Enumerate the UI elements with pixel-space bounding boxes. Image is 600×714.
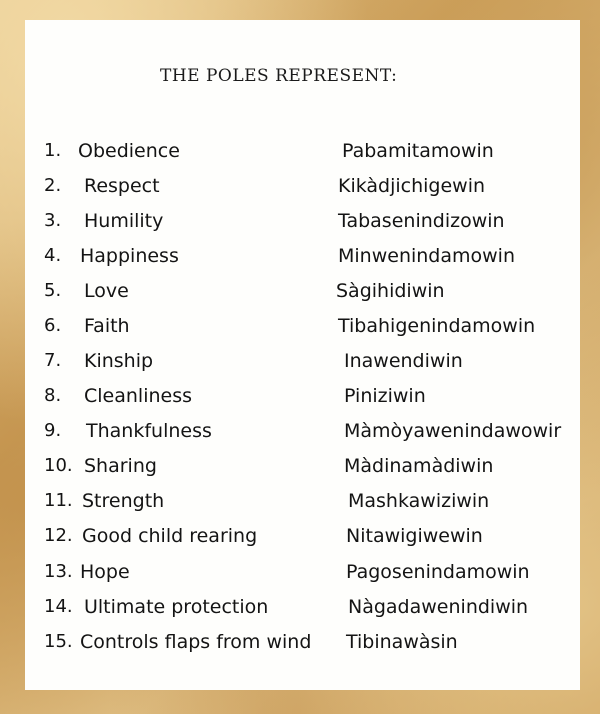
item-ojibwe: Piniziwin bbox=[344, 385, 426, 407]
list-item bbox=[0, 175, 600, 205]
item-english: Kinship bbox=[84, 350, 154, 372]
item-ojibwe: Pagosenindamowin bbox=[346, 561, 530, 583]
list-item bbox=[0, 631, 600, 661]
item-english: Controls flaps from wind bbox=[80, 631, 312, 653]
list-item bbox=[0, 280, 600, 310]
item-number: 5. bbox=[44, 280, 62, 301]
item-ojibwe: Nàgadawenindiwin bbox=[348, 596, 529, 618]
list-item bbox=[0, 350, 600, 380]
list-item bbox=[0, 596, 600, 626]
item-ojibwe: Mashkawiziwin bbox=[348, 490, 490, 512]
item-ojibwe: Tibinawàsin bbox=[346, 631, 458, 653]
item-number: 14. bbox=[44, 596, 73, 617]
list-item bbox=[0, 525, 600, 555]
list-item bbox=[0, 455, 600, 485]
item-ojibwe: Minwenindamowin bbox=[338, 245, 516, 267]
item-number: 13. bbox=[44, 561, 73, 582]
item-ojibwe: Màmòyawenindawowir bbox=[344, 420, 562, 442]
list-item bbox=[0, 420, 600, 450]
item-number: 4. bbox=[44, 245, 62, 266]
item-ojibwe: Pabamitamowin bbox=[342, 140, 494, 162]
item-ojibwe: Inawendiwin bbox=[344, 350, 463, 372]
item-english: Love bbox=[84, 280, 129, 302]
list-item bbox=[0, 210, 600, 240]
item-english: Sharing bbox=[84, 455, 157, 477]
item-number: 7. bbox=[44, 350, 62, 371]
item-ojibwe: Tibahigenindamowin bbox=[338, 315, 536, 337]
item-ojibwe: Kikàdjichigewin bbox=[338, 175, 486, 197]
list-item bbox=[0, 245, 600, 275]
page-title: THE POLES REPRESENT: bbox=[160, 66, 398, 86]
item-english: Respect bbox=[84, 175, 160, 197]
list-item bbox=[0, 140, 600, 170]
item-number: 11. bbox=[44, 490, 73, 511]
item-number: 1. bbox=[44, 140, 62, 161]
item-ojibwe: Màdinamàdiwin bbox=[344, 455, 494, 477]
item-english: Ultimate protection bbox=[84, 596, 269, 618]
item-english: Hope bbox=[80, 561, 130, 583]
item-english: Cleanliness bbox=[84, 385, 193, 407]
item-english: Faith bbox=[84, 315, 130, 337]
item-number: 2. bbox=[44, 175, 62, 196]
item-english: Obedience bbox=[78, 140, 180, 162]
item-number: 6. bbox=[44, 315, 62, 336]
item-english: Thankfulness bbox=[86, 420, 212, 442]
item-number: 3. bbox=[44, 210, 62, 231]
item-english: Good child rearing bbox=[82, 525, 258, 547]
item-ojibwe: Nitawigiwewin bbox=[346, 525, 483, 547]
item-number: 10. bbox=[44, 455, 73, 476]
item-number: 9. bbox=[44, 420, 62, 441]
list-item bbox=[0, 561, 600, 591]
item-number: 15. bbox=[44, 631, 73, 652]
item-english: Strength bbox=[82, 490, 165, 512]
item-ojibwe: Sàgihidiwin bbox=[336, 280, 445, 302]
list-item bbox=[0, 385, 600, 415]
item-english: Humility bbox=[84, 210, 164, 232]
list-item bbox=[0, 490, 600, 520]
item-ojibwe: Tabasenindizowin bbox=[338, 210, 505, 232]
item-number: 12. bbox=[44, 525, 73, 546]
list-item bbox=[0, 315, 600, 345]
item-number: 8. bbox=[44, 385, 62, 406]
item-english: Happiness bbox=[80, 245, 179, 267]
